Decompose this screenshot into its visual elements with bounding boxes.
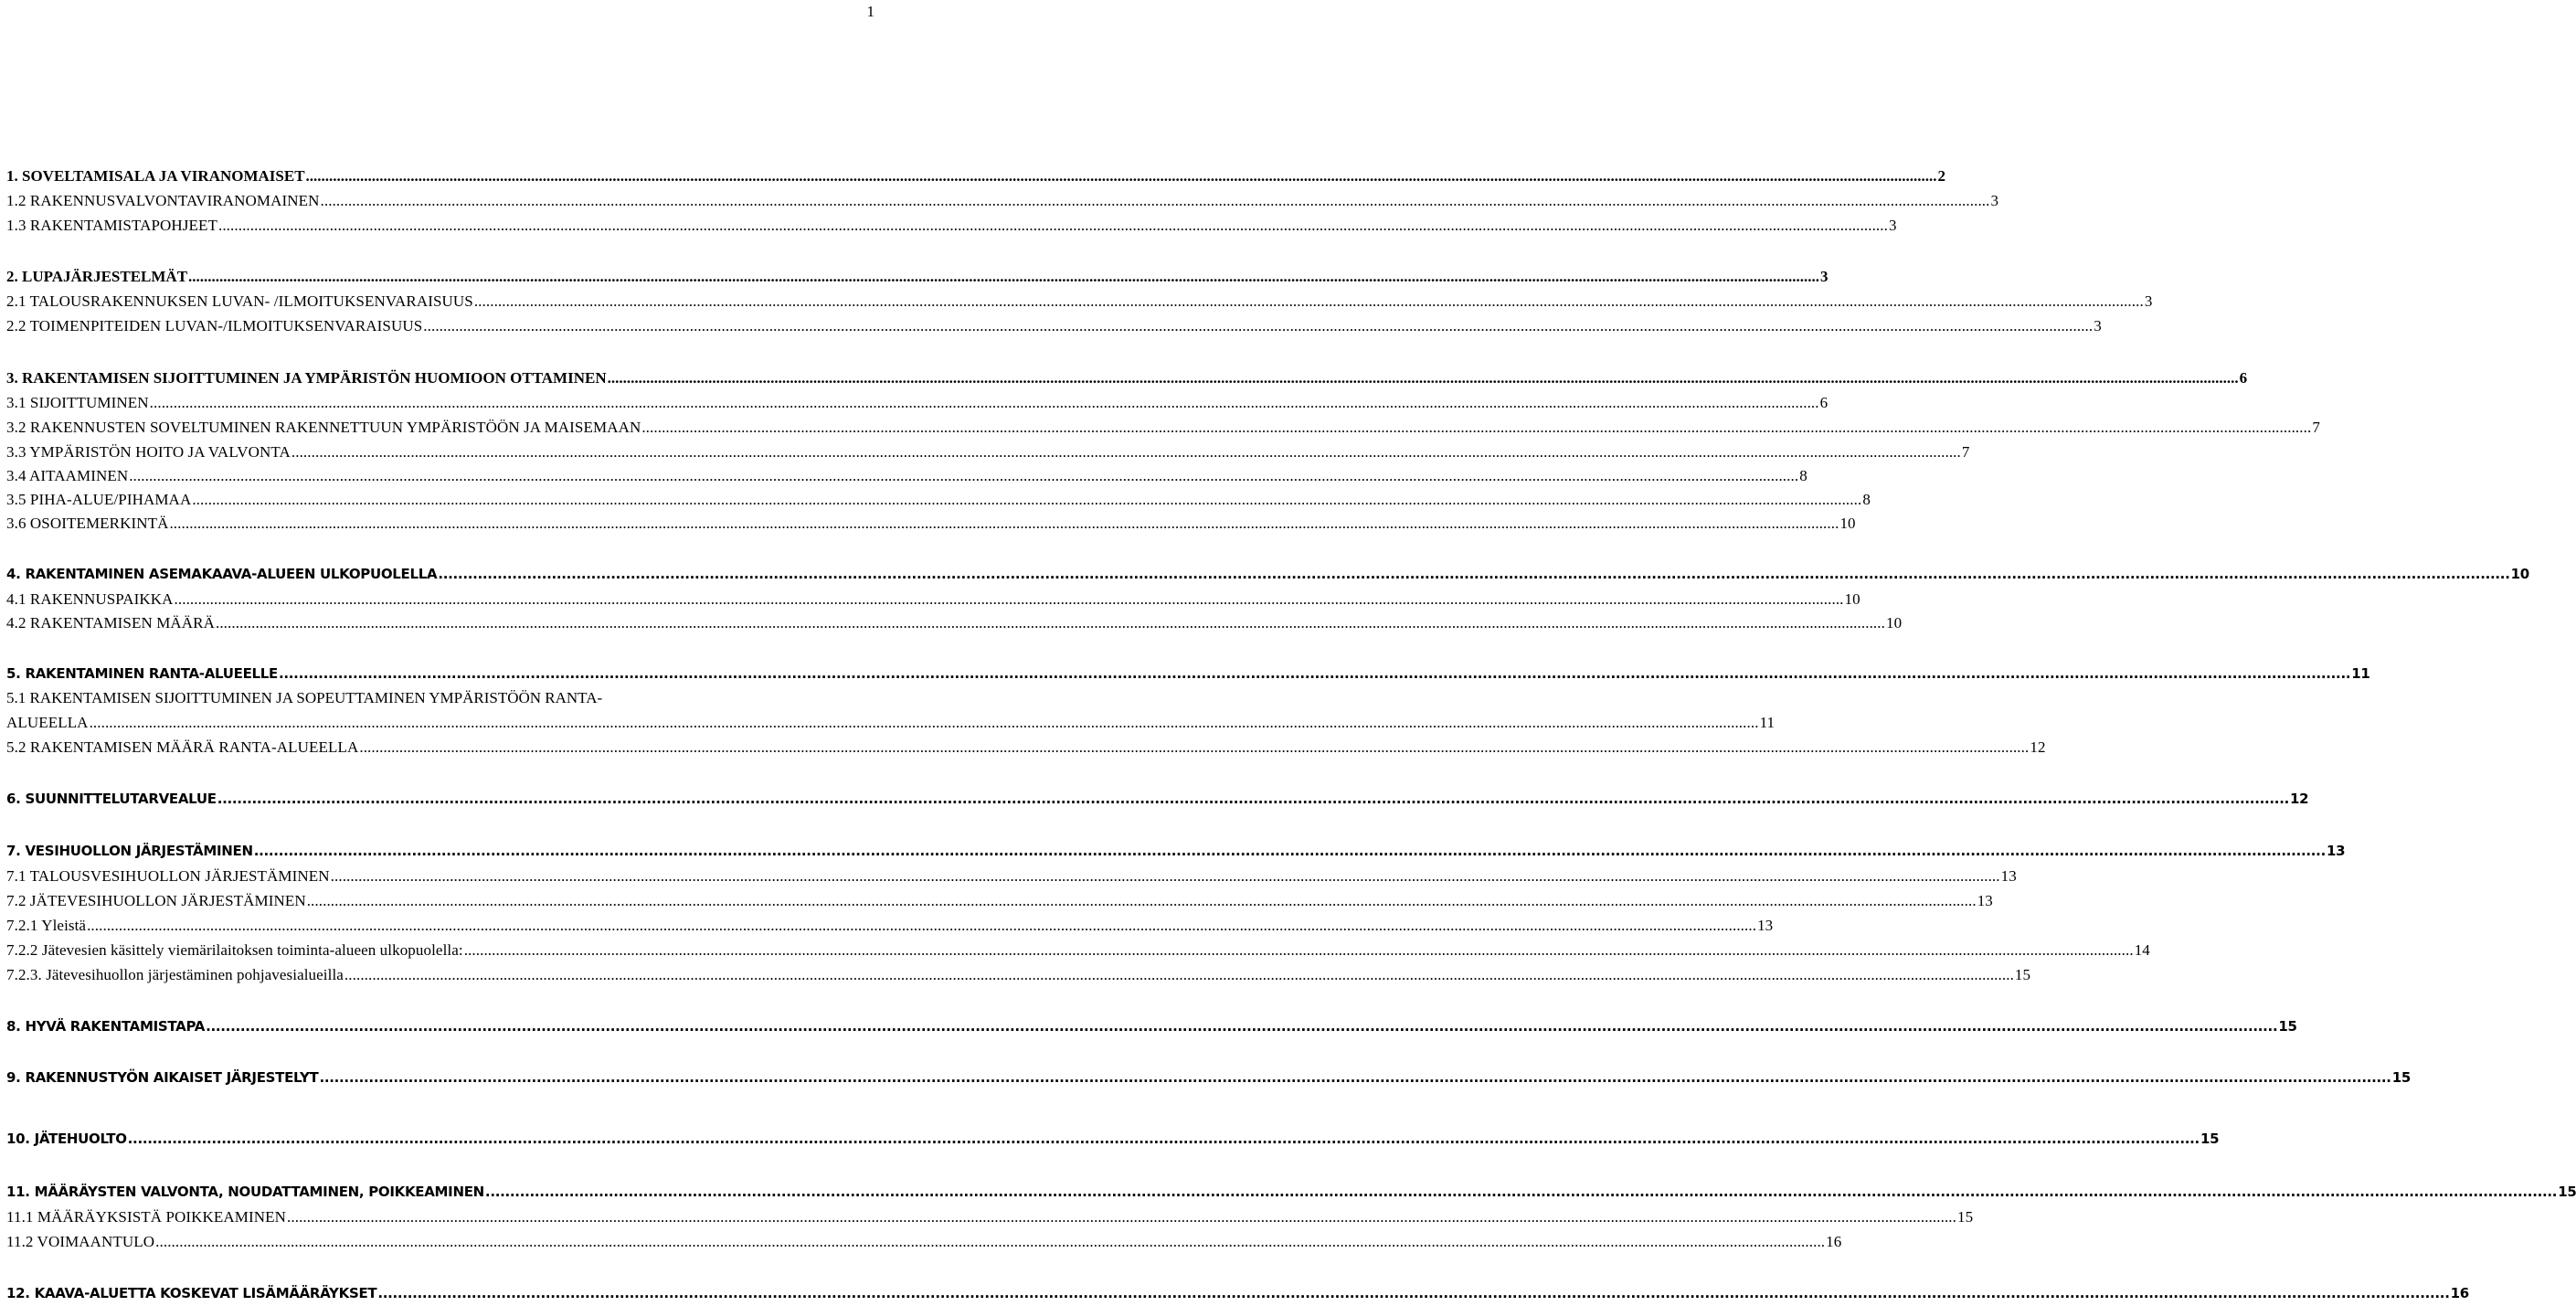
toc-entry[interactable] [6,394,1829,412]
dot-leader [464,941,2134,960]
toc-entry-label: 7. VESIHUOLLON JÄRJESTÄMINEN [6,843,253,859]
toc-entry-label: 11.2 VOIMAANTULO [6,1233,155,1250]
toc-entry-page: 6 [2239,369,2248,387]
toc-entry-page: 8 [1799,467,1807,484]
toc-entry[interactable] [6,268,1829,286]
toc-entry-page: 15 [2200,1131,2220,1147]
toc-entry-page: 2 [1937,167,1946,185]
dot-leader [423,317,2093,335]
dot-leader [345,966,2014,984]
toc-entry[interactable] [6,369,2248,388]
dot-leader [155,1233,1825,1251]
toc-entry-label: 4. RAKENTAMINEN ASEMAKAAVA-ALUEEN ULKOPUOLELLA [6,566,438,582]
dot-leader [216,614,1885,632]
toc-entry-page: 10 [1844,590,1860,608]
dot-leader [188,268,1819,286]
dot-leader [218,217,1888,235]
toc-entry[interactable] [6,590,1860,609]
page-number: 1 [866,3,875,20]
toc-entry-page: 14 [2134,941,2150,959]
toc-entry-label: 4.1 RAKENNUSPAIKKA [6,590,174,608]
toc-entry[interactable] [6,843,2346,859]
toc-entry-label: 3.2 RAKENNUSTEN SOVELTUMINEN RAKENNETTUUN YMPÄRISTÖÖN JA MAISEMAAN [6,419,641,436]
toc-entry-page: 8 [1862,491,1871,508]
toc-entry[interactable] [6,714,1776,732]
dot-leader [129,467,1798,485]
toc-entry-label: 2.1 TALOUSRAKENNUKSEN LUVAN- /ILMOITUKSENVARAISUUS [6,292,473,310]
toc-entry-label: 5.2 RAKENTAMISEN MÄÄRÄ RANTA-ALUEELLA [6,738,359,756]
toc-entry[interactable] [6,966,2031,984]
toc-entry[interactable] [6,614,1903,632]
dot-leader [319,1069,2390,1086]
dot-leader [377,1285,2449,1301]
dot-leader [292,443,1961,462]
toc-entry-label: 7.2.1 Yleistä [6,917,87,934]
toc-entry-page: 15 [2278,1018,2297,1035]
dot-leader [192,491,1861,509]
toc-entry[interactable] [6,1208,1974,1226]
toc-entry-label: 3.5 PIHA-ALUE/PIHAMAA [6,491,192,508]
toc-entry-label: ALUEELLA [6,714,89,731]
dot-leader [254,843,2326,859]
toc-entry[interactable] [6,1184,2576,1200]
dot-leader [287,1208,1956,1226]
toc-entry[interactable] [6,491,1871,509]
toc-entry-page: 7 [2312,419,2320,436]
toc-entry[interactable] [6,217,1897,235]
toc-entry-label: 3.3 YMPÄRISTÖN HOITO JA VALVONTA [6,443,291,461]
toc-entry-page: 10 [2510,566,2529,582]
toc-entry-label: 10. JÄTEHUOLTO [6,1131,127,1147]
toc-entry[interactable] [6,892,1993,910]
dot-leader [474,292,2144,311]
toc-entry-label: 2. LUPAJÄRJESTELMÄT [6,268,188,285]
toc-entry-label: 7.2.3. Jätevesihuollon järjestäminen pohjavesialueilla [6,966,344,983]
toc-entry-page: 11 [2351,665,2370,682]
toc-entry-label: 3.4 AITAAMINEN [6,467,129,484]
toc-entry-page: 15 [2391,1069,2411,1086]
toc-entry-label: 11. MÄÄRÄYSTEN VALVONTA, NOUDATTAMINEN, POIKKEAMINEN [6,1184,484,1200]
toc-entry[interactable] [6,167,1946,186]
toc-entry-page: 3 [2094,317,2102,334]
toc-entry-page: 13 [2326,843,2346,859]
toc-entry-page: 12 [2290,791,2309,807]
dot-leader [217,791,2289,807]
toc-entry[interactable] [6,419,2320,437]
dot-leader [128,1131,2200,1147]
dot-leader [438,566,2509,582]
toc-entry[interactable] [6,1131,2220,1147]
dot-leader [485,1184,2557,1200]
toc-entry[interactable] [6,867,2017,886]
toc-entry-page: 6 [1819,394,1829,411]
toc-entry-label: 12. KAAVA-ALUETTA KOSKEVAT LISÄMÄÄRÄYKSET [6,1285,377,1301]
toc-entry[interactable] [6,1233,1842,1251]
toc-entry[interactable] [6,292,2153,311]
toc-entry[interactable] [6,467,1807,485]
toc-entry-label: 7.2 JÄTEVESIHUOLLON JÄRJESTÄMINEN [6,892,306,909]
toc-entry[interactable] [6,192,1999,210]
dot-leader [90,714,1759,732]
dot-leader [279,665,2350,682]
toc-entry-label: 1.3 RAKENTAMISTAPOHJEET [6,217,217,234]
toc-entry-page: 12 [2030,738,2046,756]
dot-leader [175,590,1844,609]
toc-entry-label: 7.1 TALOUSVESIHUOLLON JÄRJESTÄMINEN [6,867,330,885]
dot-leader [331,867,2000,886]
toc-entry-page: 16 [1826,1233,1842,1250]
toc-entry-label: 3.1 SIJOITTUMINEN [6,394,149,411]
toc-entry-label: 2.2 TOIMENPITEIDEN LUVAN-/ILMOITUKSENVARAISUUS [6,317,423,334]
toc-entry[interactable] [6,665,2370,682]
toc-entry-page: 15 [2558,1184,2576,1200]
dot-leader [87,917,1756,935]
toc-entry[interactable] [6,738,2046,757]
toc-entry[interactable] [6,1069,2411,1086]
toc-entry[interactable] [6,1018,2297,1035]
toc-entry-label: 6. SUUNNITTELUTARVEALUE [6,791,217,807]
toc-entry-page: 3 [1820,268,1829,285]
toc-entry-label: 3.6 OSOITEMERKINTÄ [6,515,169,532]
toc-entry-page: 10 [1839,515,1856,532]
toc-entry[interactable] [6,566,2529,582]
toc-entry-label: 11.1 MÄÄRÄYKSISTÄ POIKKEAMINEN [6,1208,287,1226]
toc-entry[interactable] [6,443,1970,462]
toc-entry-label: 3. RAKENTAMISEN SIJOITTUMINEN JA YMPÄRISTÖN HUOMIOON OTTAMINEN [6,369,607,387]
toc-entry[interactable] [6,941,2150,960]
dot-leader [306,167,1937,186]
dot-leader [608,369,2239,388]
toc-entry-label: 7.2.2 Jätevesien käsittely viemärilaitoksen toiminta-alueen ulkopuolella: [6,941,463,959]
toc-entry-page: 16 [2450,1285,2469,1301]
toc-entry[interactable] [6,917,1774,935]
toc-entry-label: 1.2 RAKENNUSVALVONTAVIRANOMAINEN [6,192,320,209]
dot-leader [641,419,2311,437]
dot-leader [150,394,1819,412]
toc-entry[interactable] [6,1285,2469,1301]
toc-entry-label: 5. RAKENTAMINEN RANTA-ALUEELLE [6,665,278,682]
toc-entry-page: 3 [1888,217,1897,234]
toc-entry-label: 9. RAKENNUSTYÖN AIKAISET JÄRJESTELYT [6,1069,319,1086]
toc-entry-page: 7 [1961,443,1970,461]
dot-leader [359,738,2029,757]
toc-entry-page: 13 [1977,892,1993,909]
toc-entry[interactable] [6,791,2309,807]
toc-entry-page: 11 [1759,714,1776,731]
toc-entry-page: 13 [2000,867,2017,885]
toc-entry-label[interactable]: 5.1 RAKENTAMISEN SIJOITTUMINEN JA SOPEUTTAMINEN YMPÄRISTÖÖN RANTA- [6,689,603,706]
toc-entry-page: 15 [2014,966,2031,983]
toc-entry-label: 1. SOVELTAMISALA JA VIRANOMAISET [6,167,305,185]
dot-leader [206,1018,2277,1035]
dot-leader [307,892,1977,910]
toc-entry-page: 3 [1990,192,1999,209]
toc-entry-page: 10 [1885,614,1903,632]
toc-entry-page: 3 [2144,292,2153,310]
toc-entry-page: 13 [1757,917,1774,934]
dot-leader [169,515,1839,533]
toc-entry-label: 8. HYVÄ RAKENTAMISTAPA [6,1018,206,1035]
toc-entry-label: 4.2 RAKENTAMISEN MÄÄRÄ [6,614,215,632]
toc-entry[interactable] [6,317,2102,335]
dot-leader [321,192,1990,210]
toc-entry-page: 15 [1957,1208,1974,1226]
toc-entry[interactable] [6,515,1856,533]
